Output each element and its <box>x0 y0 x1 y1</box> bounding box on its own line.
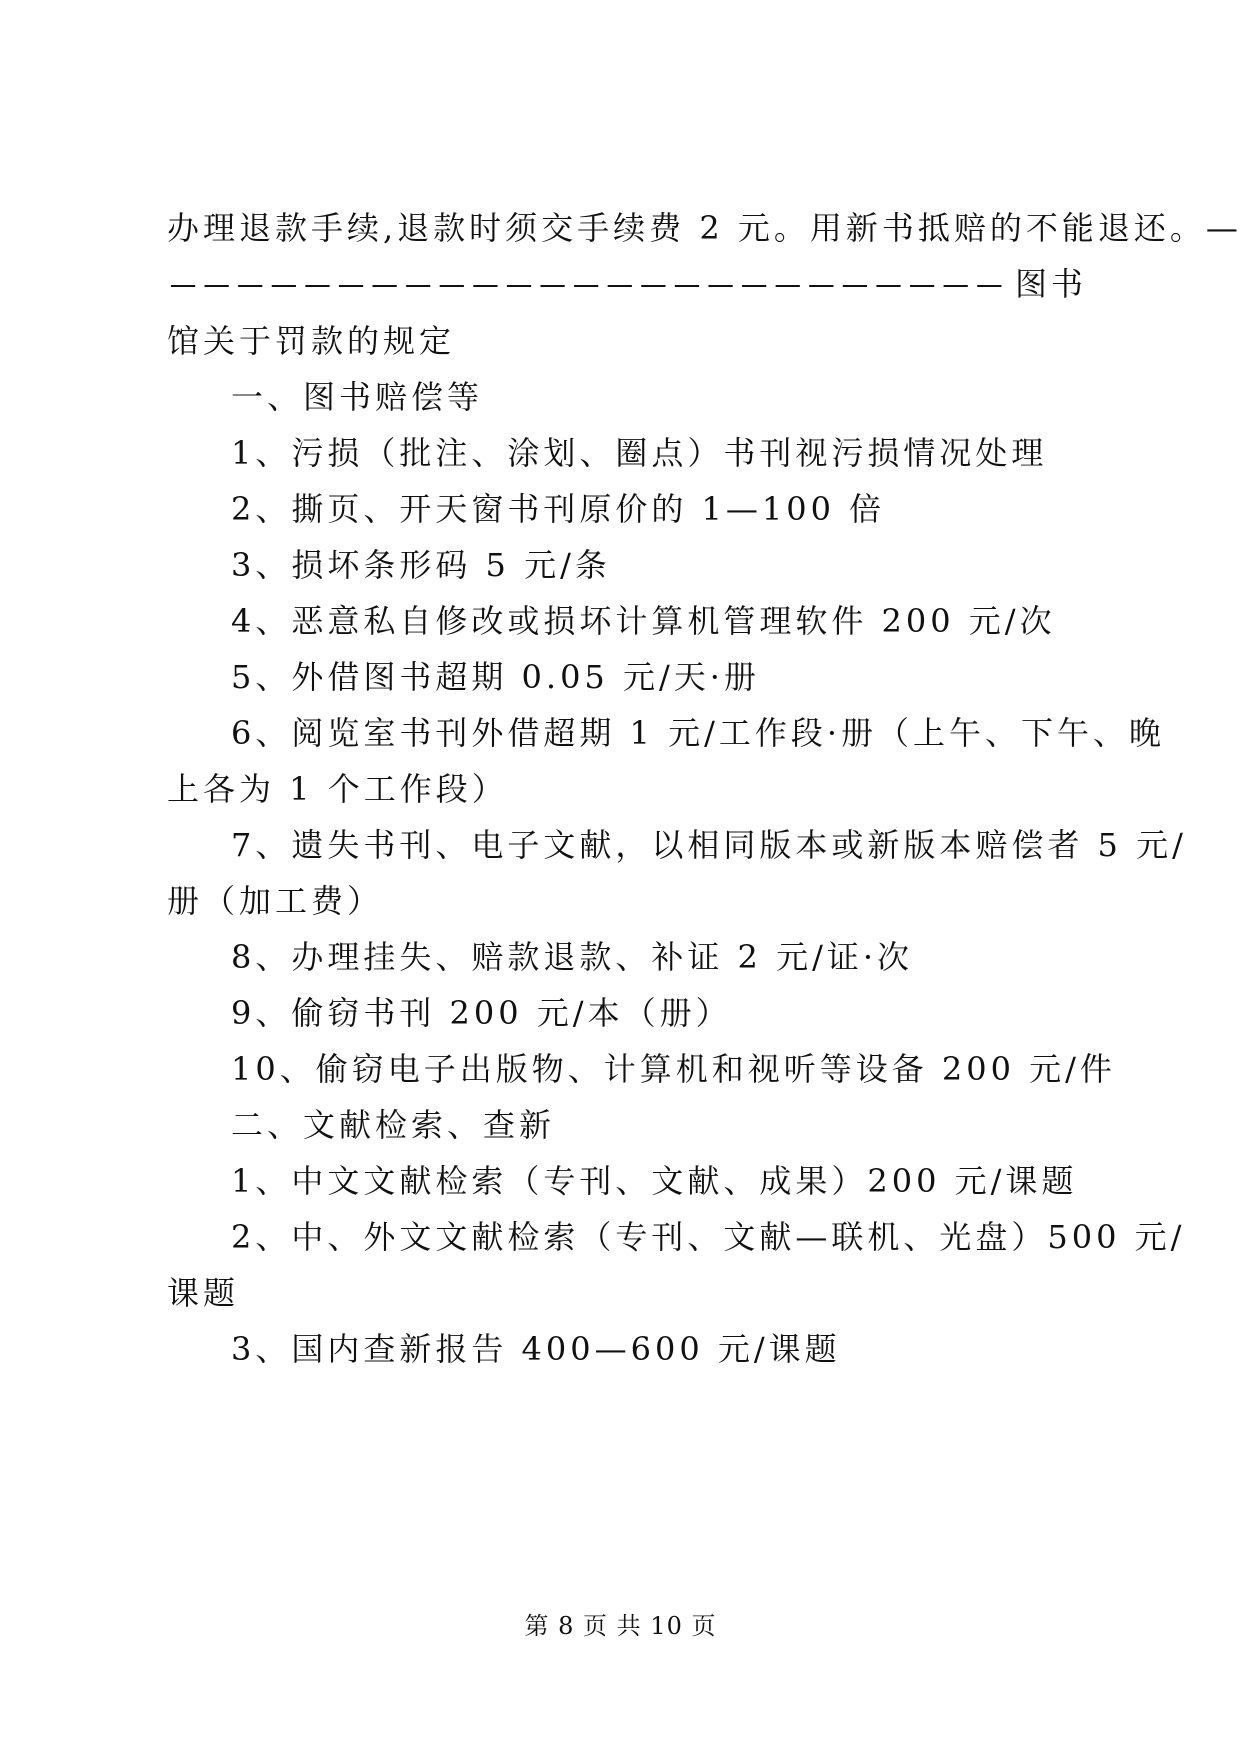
page-number-footer: 第 8 页 共 10 页 <box>524 1612 717 1640</box>
list-item: 6、阅览室书刊外借超期 1 元/工作段·册（上午、下午、晚 <box>231 714 1166 752</box>
list-item: 9、偷窃书刊 200 元/本（册） <box>231 994 732 1032</box>
body-line: 图书 <box>1014 265 1087 303</box>
list-item-continuation: 上各为 1 个工作段） <box>167 770 508 808</box>
list-item: 1、中文文献检索（专刊、文献、成果）200 元/课题 <box>231 1162 1078 1200</box>
list-item: 10、偷窃电子出版物、计算机和视听等设备 200 元/件 <box>231 1050 1116 1088</box>
list-item: 8、办理挂失、赔款退款、补证 2 元/证·次 <box>231 938 914 976</box>
list-item: 1、污损（批注、涂划、圈点）书刊视污损情况处理 <box>231 434 1048 472</box>
section-heading: 二、文献检索、查新 <box>231 1106 556 1144</box>
list-item: 3、国内查新报告 400—600 元/课题 <box>231 1330 841 1368</box>
list-item: 3、损坏条形码 5 元/条 <box>231 546 611 584</box>
heading-line: 馆关于罚款的规定 <box>167 322 456 360</box>
body-line: 办理退款手续,退款时须交手续费 2 元。用新书抵赔的不能退还。— <box>167 209 1242 247</box>
list-item: 5、外借图书超期 0.05 元/天·册 <box>231 658 760 696</box>
dash-rule <box>167 264 1009 304</box>
list-item: 7、遗失书刊、电子文献，以相同版本或新版本赔偿者 5 元/ <box>231 826 1187 864</box>
list-item: 4、恶意私自修改或损坏计算机管理软件 200 元/次 <box>231 602 1056 640</box>
list-item-continuation: 课题 <box>167 1274 240 1312</box>
separator-line <box>167 264 1087 304</box>
list-item: 2、中、外文文献检索（专刊、文献—联机、光盘）500 元/ <box>231 1218 1186 1256</box>
list-item: 2、撕页、开天窗书刊原价的 1—100 倍 <box>231 490 886 528</box>
list-item-continuation: 册（加工费） <box>167 882 384 920</box>
section-heading: 一、图书赔偿等 <box>231 378 484 416</box>
